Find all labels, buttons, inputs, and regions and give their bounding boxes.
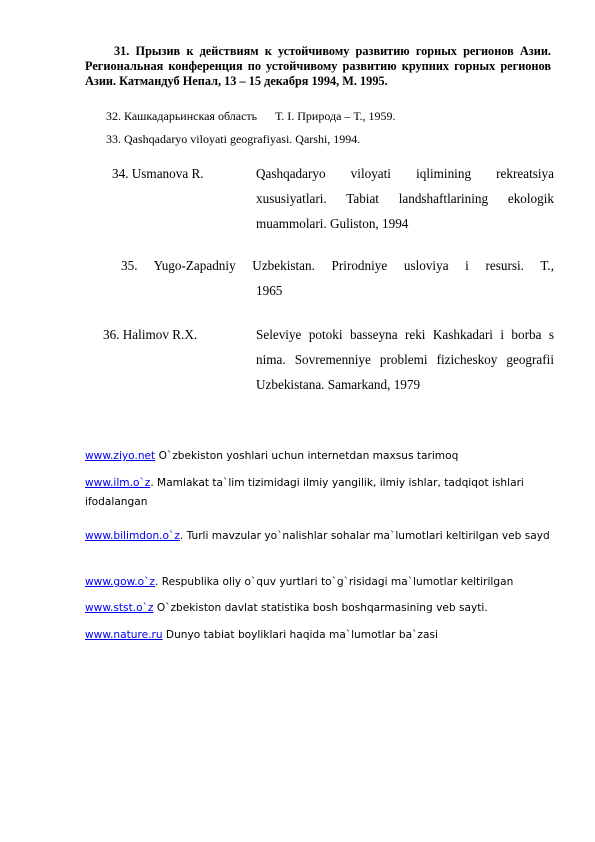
reference-31: 31. Прызив к действиям к устойчивому развитию горных регионов Азии. Региональная конференция по устойчивому развитию крупних горных регионов Азии. Катмандуб Непал, 13 – 15 декабря 1994, М. 1995. xyxy=(85,44,551,88)
reference-34-title: Qashqadaryo viloyati iqlimining rekreatsiya xususiyatlari. Tabiat landshaftlarining ekologik muammolari. Guliston, 1994 xyxy=(256,166,554,231)
reference-35 xyxy=(0,253,595,309)
reference-36-title: Seleviye potoki basseyna reki Kashkadari i borba s nima. Sovremenniye problemi fizicheskoy geografii Uzbekistana. Samarkand, 1979 xyxy=(256,327,554,392)
website-link[interactable]: www.nature.ru xyxy=(85,629,163,641)
website-link[interactable]: www.ziyo.net xyxy=(85,450,156,462)
website-entry xyxy=(85,599,552,618)
reference-34 xyxy=(0,161,595,241)
reference-32-title: 32. Кашкадарьинская область xyxy=(106,109,258,123)
website-entry xyxy=(85,447,552,466)
website-description: O`zbekiston davlat statistika bosh boshqarmasining veb sayti. xyxy=(153,602,488,614)
reference-35-line-2: 1965 xyxy=(256,283,283,298)
reference-35-line-1: 35. Yugo-Zapadniy Uzbekistan. Prirodniye usloviya i resursi. T., xyxy=(121,258,554,273)
website-entry xyxy=(85,626,552,645)
website-entry xyxy=(85,573,552,592)
website-link[interactable]: www.ilm.o`z xyxy=(85,477,151,489)
reference-34-author: 34. Usmanova R. xyxy=(112,166,204,181)
website-description: . Mamlakat ta`lim tizimidagi ilmiy yangilik, ilmiy ishlar, tadqiqot ishlari ifodalangan xyxy=(85,477,524,508)
reference-32 xyxy=(106,109,396,124)
reference-36-author: 36. Halimov R.X. xyxy=(103,327,198,342)
website-description: . Turli mavzular yo`nalishlar sohalar ma`lumotlari keltirilgan veb sayd xyxy=(179,530,550,542)
reference-36 xyxy=(0,322,595,432)
website-description: Dunyo tabiat boyliklari haqida ma`lumotlar ba`zasi xyxy=(162,629,438,641)
website-link[interactable]: www.bilimdon.o`z xyxy=(85,530,180,542)
reference-32-publication: Т. І. Природа – Т., 1959. xyxy=(275,109,396,123)
website-description: . Respublika oliy o`quv yurtlari to`g`risidagi ma`lumotlar keltirilgan xyxy=(155,576,514,588)
website-entry xyxy=(85,527,552,546)
website-description: O`zbekiston yoshlari uchun internetdan maxsus tarimoq xyxy=(155,450,459,462)
reference-33: 33. Qashqadaryo viloyati geografiyasi. Qarshi, 1994. xyxy=(106,132,361,146)
website-link[interactable]: www.gow.o`z xyxy=(85,576,155,588)
website-entry xyxy=(85,474,552,512)
website-link[interactable]: www.stst.o`z xyxy=(85,602,154,614)
